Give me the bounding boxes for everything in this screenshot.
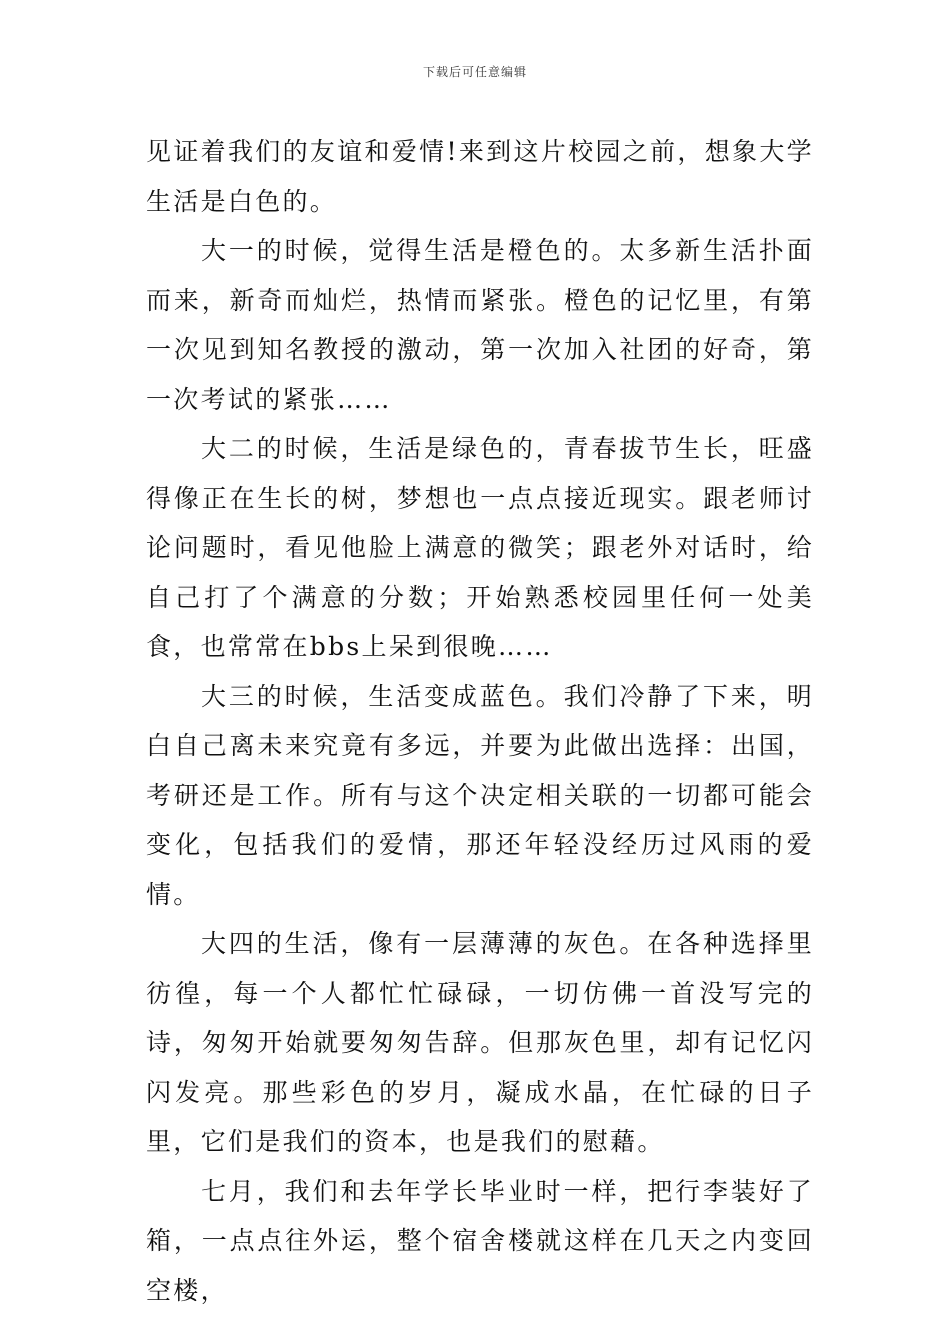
page-header: 下载后可任意编辑 <box>422 65 527 79</box>
paragraph-2: 大一的时候，觉得生活是橙色的。太多新生活扑面而来，新奇而灿烂，热情而紧张。橙色的记忆里，有第一次见到知名教授的激动，第一次加入社团的好奇，第一次考试的紧张…… <box>146 236 814 414</box>
document-body <box>146 127 814 1315</box>
paragraph-3: 大二的时候，生活是绿色的，青春拔节生长，旺盛得像正在生长的树，梦想也一点点接近现实。跟老师讨论问题时，看见他脸上满意的微笑；跟老外对话时，给自己打了个满意的分数；开始熟悉校园里任何一处美食，也常常在bbs上呆到很晚…… <box>146 434 814 661</box>
paragraph-1: 见证着我们的友谊和爱情!来到这片校园之前，想象大学生活是白色的。 <box>146 137 814 216</box>
paragraph-4: 大三的时候，生活变成蓝色。我们冷静了下来，明白自己离未来究竟有多远，并要为此做出选择：出国，考研还是工作。所有与这个决定相关联的一切都可能会变化，包括我们的爱情，那还年轻没经历过风雨的爱情。 <box>146 681 814 909</box>
paragraph-6: 七月，我们和去年学长毕业时一样，把行李装好了箱，一点点往外运，整个宿舍楼就这样在几天之内变回空楼， <box>146 1176 814 1305</box>
paragraph-5: 大四的生活，像有一层薄薄的灰色。在各种选择里彷徨，每一个人都忙忙碌碌，一切仿佛一首没写完的诗，匆匆开始就要匆匆告辞。但那灰色里，却有记忆闪闪发亮。那些彩色的岁月，凝成水晶，在忙碌的日子里，它们是我们的资本，也是我们的慰藉。 <box>146 929 814 1156</box>
